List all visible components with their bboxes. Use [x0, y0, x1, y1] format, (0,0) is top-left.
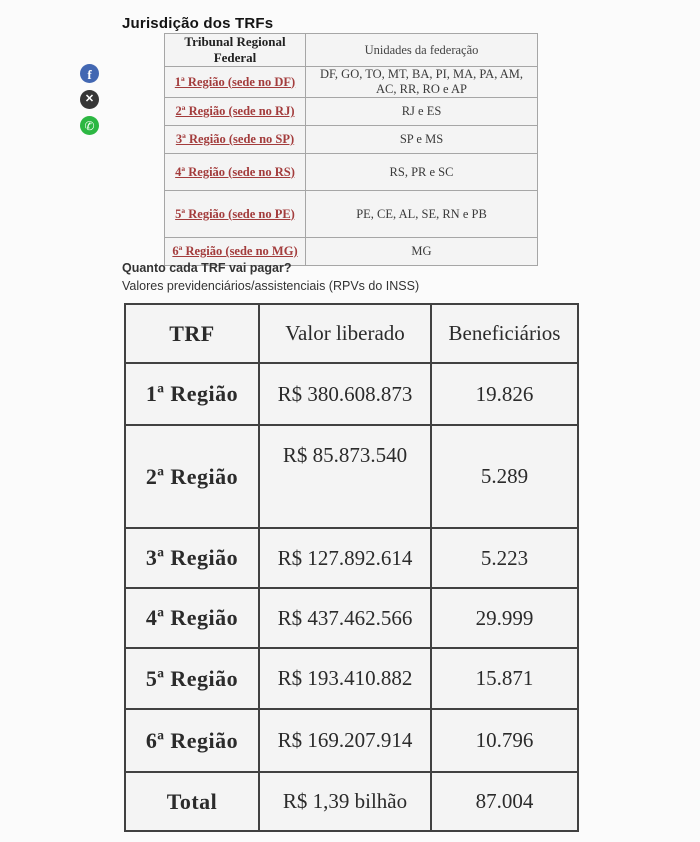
payment-header-valor: Valor liberado	[259, 304, 431, 363]
trf-cell: 1ª Região	[125, 363, 259, 425]
valor-cell: R$ 380.608.873	[259, 363, 431, 425]
region-cell	[165, 98, 306, 126]
beneficiarios-cell: 10.796	[431, 709, 578, 772]
table-row	[125, 425, 578, 528]
x-share-button[interactable]	[80, 90, 99, 109]
table-row	[165, 98, 538, 126]
valor-cell: R$ 85.873.540	[259, 425, 431, 528]
jurisdiction-header-trf: Tribunal Regional Federal	[165, 34, 306, 67]
whatsapp-icon: ✆	[84, 118, 95, 133]
beneficiarios-cell: 29.999	[431, 588, 578, 648]
jurisdiction-header-row	[165, 34, 538, 67]
total-label-cell: Total	[125, 772, 259, 831]
table-row	[125, 528, 578, 588]
states-cell: SP e MS	[306, 126, 538, 154]
trf-cell: 4ª Região	[125, 588, 259, 648]
trf-cell: 3ª Região	[125, 528, 259, 588]
table-row	[125, 363, 578, 425]
states-cell: PE, CE, AL, SE, RN e PB	[306, 191, 538, 238]
table-row	[165, 67, 538, 98]
states-cell: RS, PR e SC	[306, 154, 538, 191]
states-cell: DF, GO, TO, MT, BA, PI, MA, PA, AM, AC, RR, RO e AP	[306, 67, 538, 98]
payment-heading: Quanto cada TRF vai pagar?	[122, 261, 292, 275]
whatsapp-share-button[interactable]	[80, 116, 99, 135]
region-link[interactable]: 2ª Região (sede no RJ)	[175, 104, 295, 118]
table-row	[125, 648, 578, 709]
x-icon: ✕	[84, 93, 95, 105]
trf-cell: 6ª Região	[125, 709, 259, 772]
payment-table	[124, 303, 579, 832]
facebook-share-button[interactable]	[80, 64, 99, 83]
table-row	[165, 154, 538, 191]
payment-subheading: Valores previdenciários/assistenciais (RPVs do INSS)	[122, 279, 420, 293]
table-row	[165, 126, 538, 154]
payment-header-beneficiarios: Beneficiários	[431, 304, 578, 363]
region-link[interactable]: 4ª Região (sede no RS)	[175, 164, 295, 179]
trf-cell: 2ª Região	[125, 425, 259, 528]
facebook-icon: f	[87, 67, 92, 82]
payment-section-header	[122, 261, 419, 293]
valor-cell: R$ 127.892.614	[259, 528, 431, 588]
region-cell	[165, 126, 306, 154]
beneficiarios-cell: 5.289	[431, 425, 578, 528]
region-cell	[165, 191, 306, 238]
states-cell: RJ e ES	[306, 98, 538, 126]
valor-cell: R$ 1,39 bilhão	[259, 772, 431, 831]
jurisdiction-table	[164, 33, 538, 266]
region-link[interactable]: 6ª Região (sede no MG)	[172, 244, 298, 258]
payment-header-trf: TRF	[125, 304, 259, 363]
region-link[interactable]: 1ª Região (sede no DF)	[174, 74, 296, 89]
table-row	[125, 588, 578, 648]
table-row	[165, 191, 538, 238]
valor-cell: R$ 437.462.566	[259, 588, 431, 648]
beneficiarios-cell: 5.223	[431, 528, 578, 588]
total-row	[125, 772, 578, 831]
table-row	[125, 709, 578, 772]
region-link[interactable]: 5ª Região (sede no PE)	[175, 206, 295, 221]
valor-cell: R$ 193.410.882	[259, 648, 431, 709]
region-cell	[165, 154, 306, 191]
region-cell	[165, 67, 306, 98]
region-link[interactable]: 3ª Região (sede no SP)	[175, 132, 295, 146]
beneficiarios-cell: 87.004	[431, 772, 578, 831]
payment-header-row	[125, 304, 578, 363]
page-title: Jurisdição dos TRFs	[122, 15, 274, 33]
beneficiarios-cell: 15.871	[431, 648, 578, 709]
jurisdiction-header-uf: Unidades da federação	[306, 34, 538, 67]
share-bar	[80, 64, 99, 135]
valor-cell: R$ 169.207.914	[259, 709, 431, 772]
states-cell: MG	[306, 238, 538, 266]
trf-cell: 5ª Região	[125, 648, 259, 709]
beneficiarios-cell: 19.826	[431, 363, 578, 425]
